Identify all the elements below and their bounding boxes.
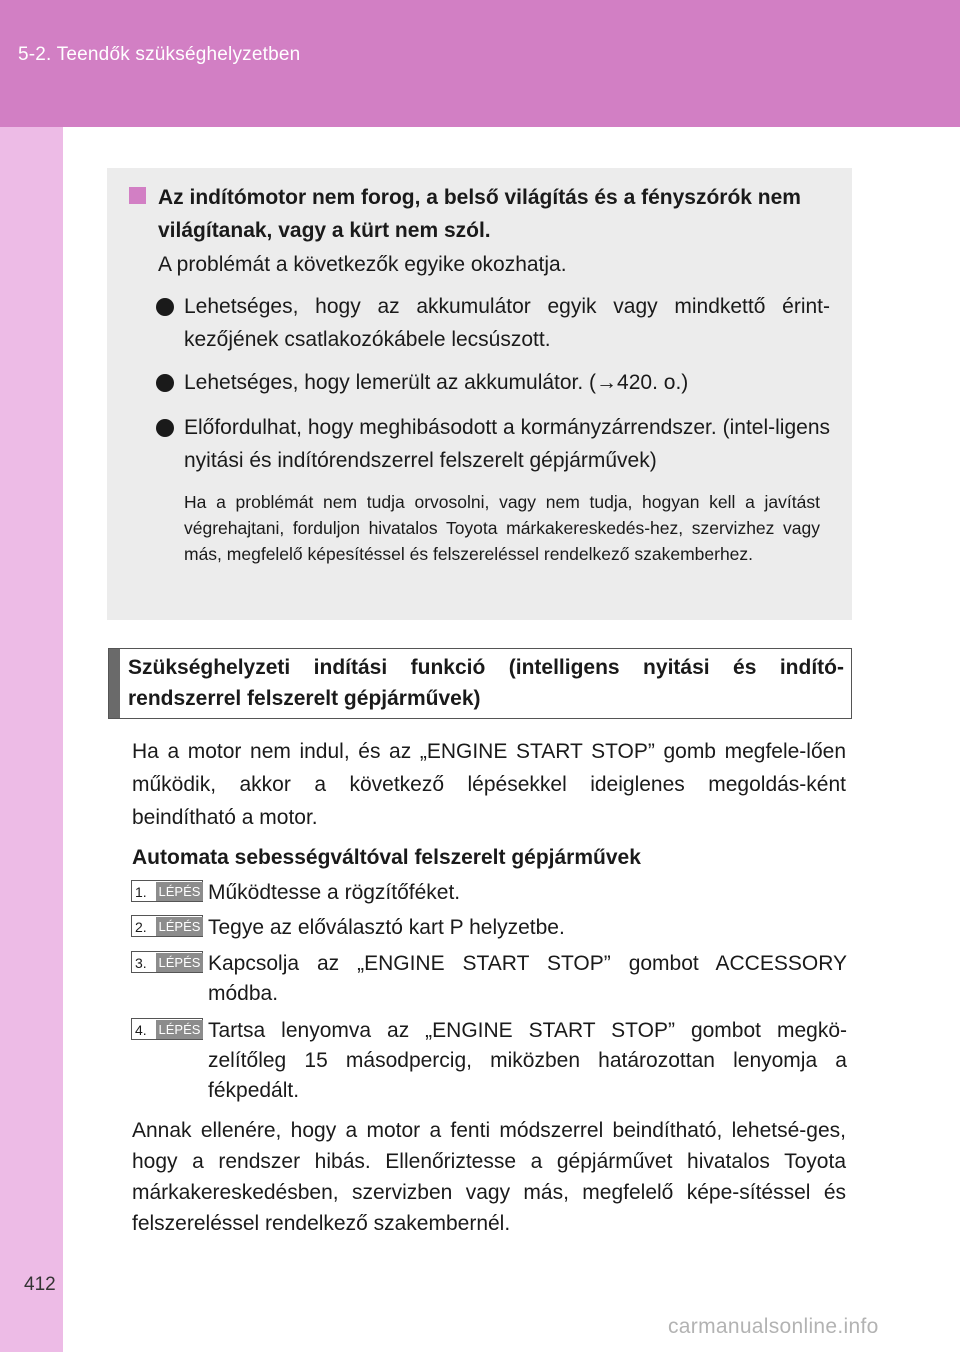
step-text: Kapcsolja az „ENGINE START STOP” gombot ACCESSORY módba. [208,952,847,1005]
step-label: LÉPÉS [156,1020,203,1039]
page-number: 412 [24,1274,56,1295]
step-label: LÉPÉS [156,882,203,901]
side-band [0,127,63,1352]
step-number: 2. [135,919,147,935]
subheading: Automata sebességváltóval felszerelt gépjárművek [132,846,641,869]
intro-paragraph: Ha a motor nem indul, és az „ENGINE START STOP” gomb megfele-lően működik, akkor a következő lépésekkel ideiglenes megoldás-ként beindítható a motor. [132,740,846,829]
bullet-text: Előfordulhat, hogy meghibásodott a kormányzárrendszer. (intel-ligens nyitási és indítórendszerrel felszerelt gépjárművek) [184,416,830,472]
filled-circle-bullet-icon [156,374,174,392]
step-badge [131,951,203,973]
step-badge [131,1018,203,1040]
step-number: 4. [135,1022,147,1038]
step-badge [131,880,203,902]
step-number: 3. [135,955,147,971]
section-title: Szükséghelyzeti indítási funkció (intelligens nyitási és indító-rendszerrel felszerelt gépjárművek) [128,656,844,710]
step-number: 1. [135,884,147,900]
info-box-heading: Az indítómotor nem forog, a belső világítás és a fényszórók nem világítanak, vagy a kürt nem szól. [158,186,801,242]
section-label: 5-2. Teendők szükséghelyzetben [18,44,301,65]
step-label: LÉPÉS [156,917,203,936]
bullet-text: Lehetséges, hogy lemerült az akkumulátor. (→420. o.) [184,371,689,394]
filled-circle-bullet-icon [156,298,174,316]
step-text: Tartsa lenyomva az „ENGINE START STOP” gombot megkö-zelítőleg 15 másodpercig, miközben határozottan lenyomja a fékpedált. [208,1019,847,1102]
step-label: LÉPÉS [156,953,203,972]
filled-circle-bullet-icon [156,419,174,437]
step-text: Működtesse a rögzítőféket. [208,881,461,904]
step-text: Tegye az előválasztó kart P helyzetbe. [208,916,565,939]
info-box-intro: A problémát a következők egyike okozhatja. [158,253,567,276]
square-bullet-icon [129,187,146,204]
section-title-box [108,648,852,719]
info-box-note: Ha a problémát nem tudja orvosolni, vagy nem tudja, hogyan kell a javítást végrehajtani, forduljon hivatalos Toyota márkakereskedés-hez, szervizhez vagy más, megfelelő képesítéssel és felszereléssel rendelkező szakemberhez. [184,492,820,564]
closing-paragraph: Annak ellenére, hogy a motor a fenti módszerrel beindítható, lehetsé-ges, hogy a rendszer hibás. Ellenőriztesse a gépjárművet hivatalos Toyota márkakereskedésben, szervizben vagy más, megfelelő képe-sítéssel és felszereléssel rendelkező szakembernél. [132,1119,846,1235]
step-badge [131,915,203,937]
section-title-bar [109,649,120,718]
watermark: carmanualsonline.info [668,1315,879,1338]
bullet-text: Lehetséges, hogy az akkumulátor egyik vagy mindkettő érint-kezőjének csatlakozókábele lecsúszott. [184,295,830,351]
